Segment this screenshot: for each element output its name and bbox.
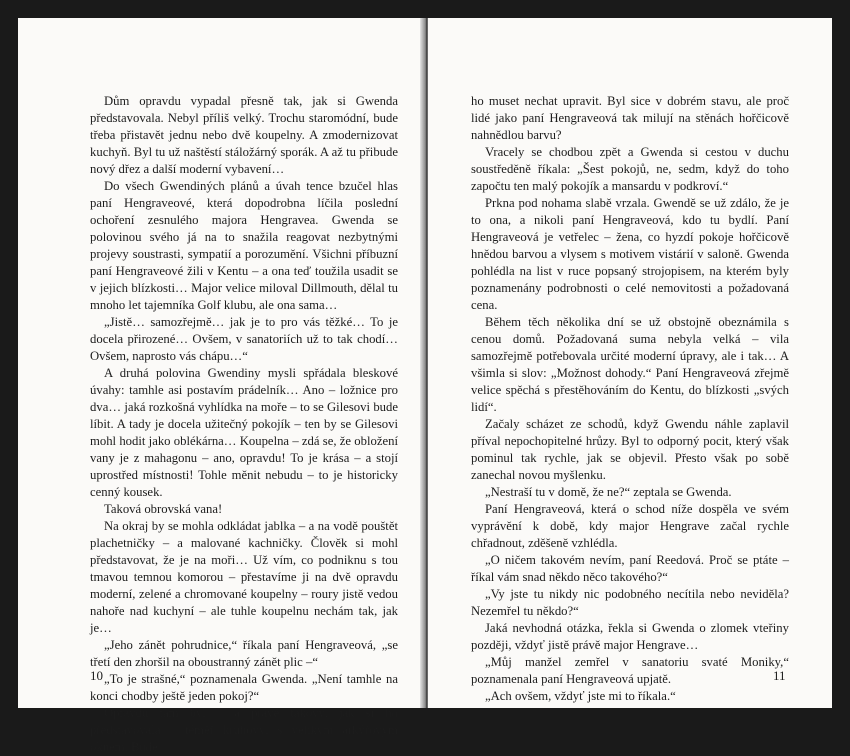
- paragraph: Paní Hengraveová, která o schod níže dospěla ve svém vyprávění k době, kdy major Hengrave začal rychle chřadnout, zděšeně vzhlédla.: [471, 502, 789, 550]
- page-number: 10: [90, 668, 103, 683]
- right-page-text: [471, 93, 789, 705]
- paragraph: „Můj manžel zemřel v sanatoriu svaté Moniky,“ poznamenala paní Hengraveová upjatě.: [471, 655, 789, 686]
- paragraph: „To je strašné,“ poznamenala Gwenda. „Není tamhle na konci chodby ještě jeden pokoj?“: [90, 672, 398, 703]
- paragraph: „Nestraší tu v domě, že ne?“ zeptala se Gwenda.: [485, 485, 732, 499]
- paragraph: Během těch několika dní se už obstojně obeznámila s cenou domů. Požadovaná suma nebyla velká – vila samozřejmě potřebovala určité moderní úpravy, ale i tak… A všimla si slov: „Možnost dohody.“ Paní Hengraveová zřejmě velice spěchá s přestěhováním do Kentu, do blízkosti „svých lidí“.: [471, 315, 789, 414]
- paragraph: Dům opravdu vypadal přesně tak, jak si Gwenda představovala. Nebyl příliš velký. Trochu staromódní, bude třeba přistavět jednu nebo dvě koupelny. A zmodernizovat kuchyň. Byl tu už naštěstí stáložárný sporák. A až tu přibude nový dřez a další moderní vybavení…: [90, 94, 398, 176]
- open-book: [18, 18, 832, 754]
- right-page: [428, 18, 832, 708]
- paragraph: „Jistě… samozřejmě… jak je to pro vás těžké… To je docela přirozené… Ovšem, v sanatoriích už to tak chodí… Ovšem, naprosto vás chápu…“: [90, 315, 398, 363]
- page-number: 11: [773, 668, 786, 683]
- paragraph: „Ach ovšem, vždyť jste mi to říkala.“: [485, 689, 676, 703]
- left-page: [18, 18, 424, 754]
- paragraph: „Jeho zánět pohrudnice,“ říkala paní Hengraveová, „se třetí den zhoršil na oboustranný zánět plic –“: [90, 638, 398, 669]
- paragraph: ho muset nechat upravit. Byl sice v dobrém stavu, ale proč lidé jako paní Hengraveová tak milují na stěnách hořčicově nahnědlou barvu?: [471, 94, 789, 142]
- paragraph: Na okraj by se mohla odkládat jablka – a na vodě pouštět plachetničky – a malované kachničky. Člověk si mohl představovat, že je na moři… Už vím, co podniknu s tou tmavou temnou komorou – přestavíme ji na dvě opravdu moderní, zelené a chromované koupelny – roury jistě vedou nahoře nad kuchyní – ale tuhle koupelnu nechám tak, jak je…: [90, 519, 398, 635]
- left-page-text: [90, 93, 398, 756]
- paragraph: Vracely se chodbou zpět a Gwenda si cestou v duchu soustředěně říkala: „Šest pokojů, ne, sedm, když do toho započtu ten malý pokojík a mansardu v podkroví.“: [471, 145, 789, 193]
- paragraph: Začaly scházet ze schodů, když Gwendu náhle zaplavil příval nepochopitelné hrůzy. Byl to odporný pocit, který však pominul tak rychle, jak se objevil. Přesto však po sobě zanechal novou myšlenku.: [471, 417, 789, 482]
- paragraph: Do všech Gwendiných plánů a úvah tence bzučel hlas paní Hengraveové, která dopodrobna líčila poslední ochoření zesnulého majora Hengravea. Gwenda se polovinou svého já na to snažila reagovat nezbytnými projevy soustrasti, sympatií a porozumění. Všichni příbuzní paní Hengraveové žili v Kentu – a ona teď toužila usadit se v jejich blízkosti… Major velice miloval Dillmouth, dělal tu mnoho let tajemníka Golf klubu, ale ona sama…: [90, 179, 398, 312]
- paragraph: Taková obrovská vana!: [104, 502, 223, 516]
- paragraph: „O ničem takovém nevím, paní Reedová. Proč se ptáte – říkal vám snad někdo něco takového?“: [471, 553, 789, 584]
- paragraph: „Vy jste tu nikdy nic podobného necítila nebo neviděla? Nezemřel tu někdo?“: [471, 587, 789, 618]
- paragraph: A druhá polovina Gwendiny mysli spřádala bleskové úvahy: tamhle asi postavím prádelník… Ano – ložnice pro dva… jaká rozkošná vyhlídka na moře – to se Gilesovi bude líbit. A tady je docela užitečný pokojík – ten by se Gilesovi mohl hodit jako oblékárna… Koupelna – zdá se, že obložení vany je z mahagonu – ano, opravdu! To je krása – a stojí uprostřed místnosti! Tohle měnit nebudu – to je historicky cenný kousek.: [90, 366, 398, 499]
- paragraph: Jaká nevhodná otázka, řekla si Gwenda o zlomek vteřiny později, vždyť jistě právě major Hengrave…: [471, 621, 789, 652]
- paragraph: Opravdu tam byl – a právě takový, jak si ho představovala – téměř kruhový, s velikým arkýřovým oknem. Bude: [90, 706, 398, 754]
- paragraph: Prkna pod nohama slabě vrzala. Gwendě se už zdálo, že je to ona, a nikoli paní Hengraveová, kdo tu bydlí. Paní Hengraveová je vetřelec – žena, co hyzdí pokoje hořčicově hnědou barvou a vlysem s motivem vistárií v saloně. Gwenda pohlédla na list v ruce popsaný strojopisem, na kterém byly poznamenány podrobnosti o celé nemovitosti a požadovaná cena.: [471, 196, 789, 312]
